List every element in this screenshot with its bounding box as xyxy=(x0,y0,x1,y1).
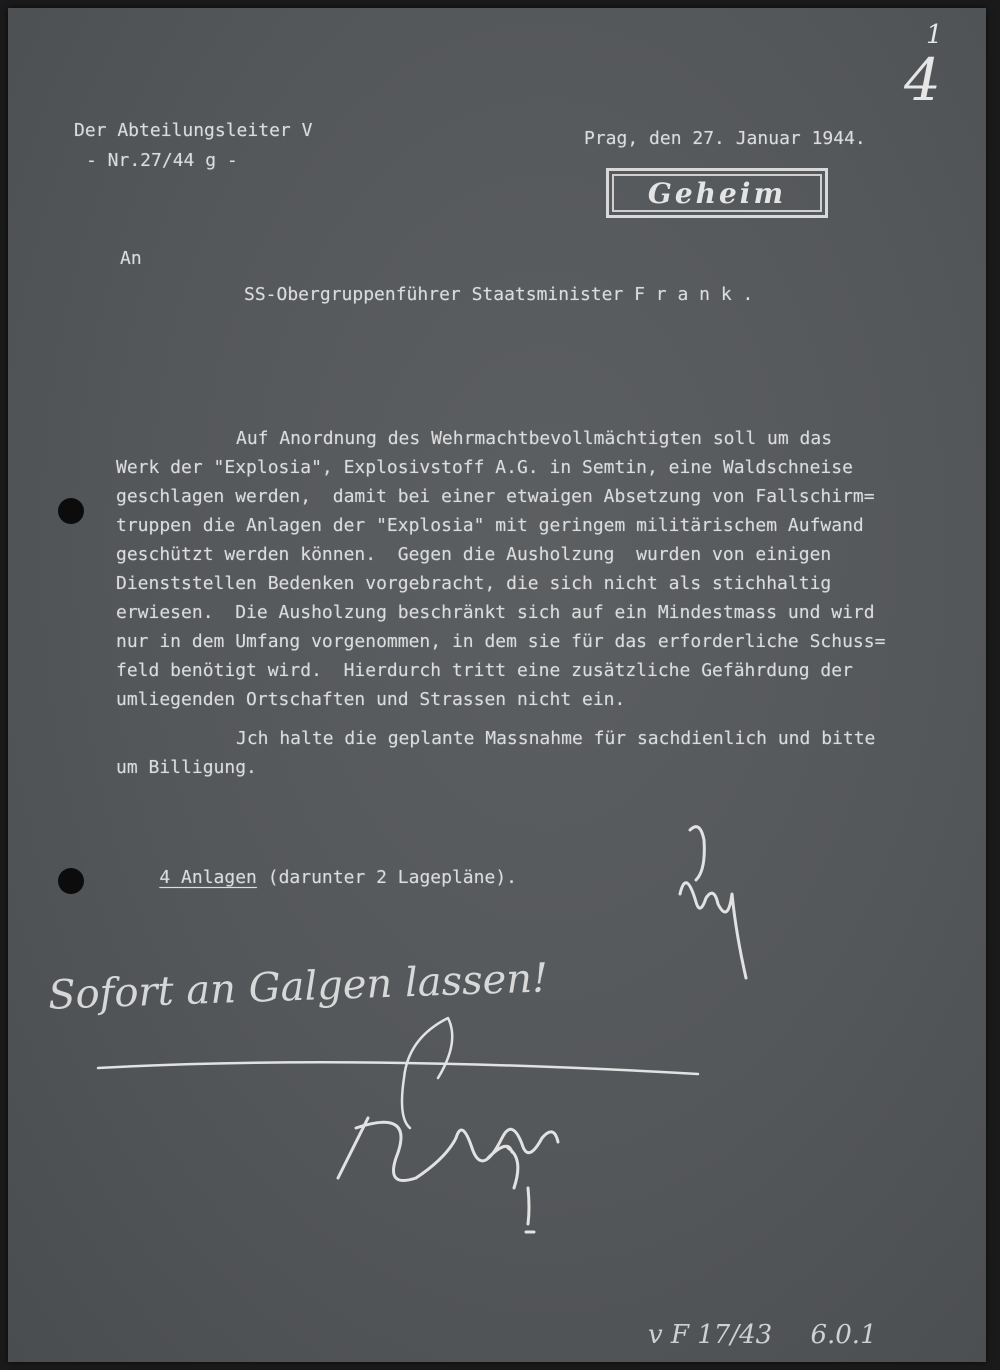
body-line: um Billigung. xyxy=(116,757,257,778)
archive-reference-number: v F 17/43 xyxy=(648,1320,773,1350)
classification-stamp-text: Geheim xyxy=(647,176,787,210)
body-line: geschlagen werden, damit bei einer etwaigen Absetzung von Fallschirm= xyxy=(116,486,875,507)
body-line: nur in dem Umfang vorgenommen, in dem sie für das erforderliche Schuss= xyxy=(116,631,886,652)
recipient-name: SS-Obergruppenführer Staatsminister F r a n k . xyxy=(244,284,754,305)
main-signature xyxy=(338,1118,558,1232)
signature-strokes xyxy=(8,8,986,1362)
body-line: geschützt werden können. Gegen die Ausholzung wurden von einigen xyxy=(116,544,832,565)
sender-title: Der Abteilungsleiter V xyxy=(74,120,313,141)
place-date: Prag, den 27. Januar 1944. xyxy=(584,128,866,149)
corner-mark: 1 xyxy=(926,20,943,50)
annotation-underline xyxy=(98,1062,698,1074)
reference-number: - Nr.27/44 g - xyxy=(86,150,238,171)
enclosures-detail: (darunter 2 Lagepläne). xyxy=(256,867,517,888)
initials-signature xyxy=(680,827,746,978)
body-line: umliegenden Ortschaften und Strassen nicht ein. xyxy=(116,689,626,710)
body-line: Werk der "Explosia", Explosivstoff A.G. in Semtin, eine Waldschneise xyxy=(116,457,853,478)
body-line: truppen die Anlagen der "Explosia" mit geringem militärischem Aufwand xyxy=(116,515,864,536)
handwritten-annotation: Sofort an Galgen lassen! xyxy=(47,955,549,1019)
page-number: 4 xyxy=(904,46,941,114)
recipient-salutation: An xyxy=(120,248,142,269)
body-line: Auf Anordnung des Wehrmachtbevollmächtigten soll um das xyxy=(236,428,833,449)
enclosures-label: 4 Anlagen xyxy=(159,867,257,888)
body-line: feld benötigt wird. Hierdurch tritt eine zusätzliche Gefährdung der xyxy=(116,660,853,681)
body-line: Dienststellen Bedenken vorgebracht, die sich nicht als stichhaltig xyxy=(116,573,832,594)
archive-reference-suffix: 6.0.1 xyxy=(810,1320,877,1350)
body-line: Jch halte die geplante Massnahme für sachdienlich und bitte xyxy=(236,728,876,749)
document-sheet xyxy=(8,8,986,1362)
signature-loop xyxy=(402,1018,452,1128)
body-line: erwiesen. Die Ausholzung beschränkt sich auf ein Mindestmass und wird xyxy=(116,602,875,623)
